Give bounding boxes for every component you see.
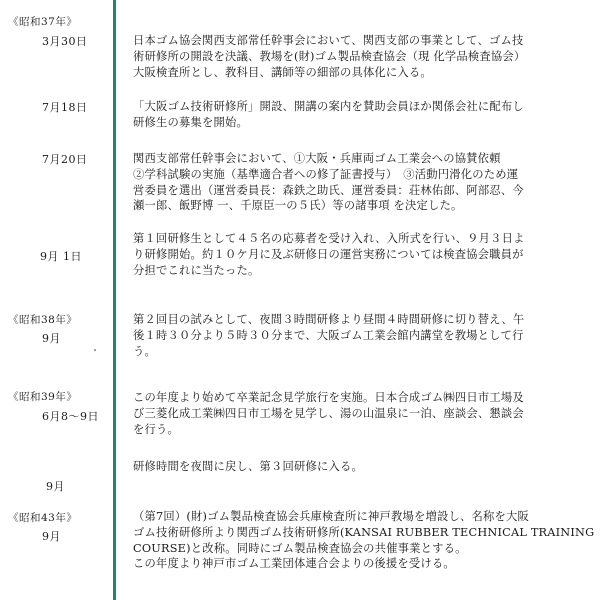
entry-line: 研修時間を夜間に戻し、第３回研修に入る。 (133, 460, 363, 473)
entry-text (133, 33, 583, 80)
entry-line: 第２回目の試みとして、夜間３時間研修より昼間４時間研修に切り替え、午 (133, 313, 525, 326)
entry-line: 瀬一郎、飯野博 一、千原臣一の５氏）等の諸事項 を決定した。 (133, 199, 463, 213)
entry-line: この年度より神戸市ゴム工業団体連合会よりの後援を受ける。 (133, 557, 455, 571)
entry-line: COURSE)と改称。同時にゴム製品検査協会の共催事業とする。 (133, 541, 467, 555)
entry-date: 9月 (42, 530, 61, 543)
entry-text (133, 390, 583, 437)
era-heading-s37: 《昭和37年》 (8, 16, 78, 28)
entry-line: り研修開始。約１０ケ月に及ぶ研修日の運営実務については検査協会職員が (133, 247, 524, 261)
entry-date: 9月 1日 (40, 250, 82, 263)
entry-text (133, 509, 595, 572)
entry-line: この年度より始めて卒業記念見学旅行を実施。日本合成ゴム㈱四日市工場及 (133, 391, 524, 404)
entry-line: 関西支部常任幹事会において、①大阪・兵庫両ゴム工業会への協賛依頼 (133, 152, 501, 165)
entry-text (133, 151, 583, 214)
entry-line: ゴム技術研修所より関西ゴム技術研修所(KANSAI RUBBER TECHNICAL TRAINING (133, 525, 595, 539)
entry-text (133, 99, 583, 131)
entry-line: び三菱化成工業㈱四日市工場を見学し、湯の山温泉に一泊、座談会、懇談会 (133, 406, 524, 420)
entry-line: 術研修所の開設を決議、教場を(財)ゴム製品検査協会（現 化学品検査協会） (133, 49, 526, 63)
entry-text (133, 459, 583, 475)
entry-line: 後１時３０分より５時３０分まで、大阪ゴム工業会館内講堂を教場として行 (133, 328, 524, 342)
entry-date: 6月8～9日 (42, 410, 99, 423)
entry-line: 研修生の募集を開始。 (133, 115, 248, 129)
entry-date: 9月 (46, 480, 65, 493)
stray-dot: • (93, 347, 98, 355)
era-heading-s39: 《昭和39年》 (8, 391, 78, 403)
entry-line: 「大阪ゴム技術研修所」開設、開講の案内を賛助会員ほか関係会社に配布し (133, 100, 524, 113)
era-heading-s43: 《昭和43年》 (8, 512, 78, 524)
entry-date: 9月 (42, 332, 61, 345)
entry-line: 日本ゴム協会関西支部常任幹事会において、関西支部の事業として、ゴム技 (133, 34, 524, 47)
entry-line: 営委員を選出（運営委員長：森鉄之助氏、運営委員：荘林佑郎、阿部忍、今 (133, 183, 524, 197)
entry-line: う。 (133, 344, 156, 358)
entry-text (133, 312, 583, 359)
timeline-rule (113, 0, 116, 600)
entry-date: 7月20日 (42, 153, 88, 166)
entry-line: 分担でこれに当たった。 (133, 263, 260, 277)
entry-line: 大阪検査所とし、教科目、講師等の細部の具体化に入る。 (133, 65, 432, 79)
entry-line: ②学科試験の実施（基準適合者への修了証書授与） ③活動円滑化のため運 (133, 167, 519, 181)
entry-line: 第１回研修生として４５名の応募者を受け入れ、入所式を行い、９月３日よ (133, 232, 525, 245)
entry-date: 3月30日 (42, 35, 88, 48)
era-heading-s38: 《昭和38年》 (8, 314, 78, 326)
entry-text (133, 231, 583, 278)
entry-line: （第7回）(財)ゴム製品検査協会兵庫検査所に神戸教場を増設し、名称を大阪 (133, 510, 530, 523)
entry-date: 7月18日 (42, 101, 88, 114)
entry-line: を行う。 (133, 422, 179, 436)
